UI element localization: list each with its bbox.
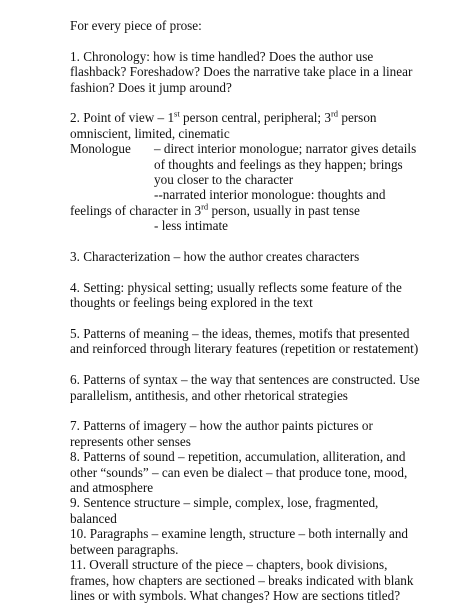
pov-text: person xyxy=(338,110,377,126)
item-line: parallelism, antithesis, and other rhetorical strategies xyxy=(70,387,348,403)
item-line: represents other senses xyxy=(70,433,191,449)
item-line: and reinforced through literary features (repetition or restatement) xyxy=(70,341,419,357)
document-page xyxy=(70,18,470,603)
item-line: 9. Sentence structure – simple, complex, lose, fragmented, xyxy=(70,495,379,511)
spacer xyxy=(70,264,470,279)
item-chronology xyxy=(70,49,470,95)
pov-text: person central, peripheral; 3 xyxy=(179,110,331,126)
item-characterization: 3. Characterization – how the author creates characters xyxy=(70,249,360,265)
item-point-of-view xyxy=(70,110,470,233)
item-sentence-structure xyxy=(70,495,470,526)
intro-line: For every piece of prose: xyxy=(70,18,202,33)
pov-line-2: omniscient, limited, cinematic xyxy=(70,125,230,141)
pov-text: feelings of character in 3 xyxy=(70,202,202,218)
monologue-line: --narrated interior monologue: thoughts and xyxy=(154,187,386,203)
pov-line-7 xyxy=(70,203,470,218)
pov-text: 2. Point of view – 1 xyxy=(70,110,175,126)
item-line: 10. Paragraphs – examine length, structure – both internally and xyxy=(70,526,409,542)
item-patterns-of-meaning xyxy=(70,326,470,357)
item-line: between paragraphs. xyxy=(70,541,179,557)
spacer xyxy=(70,234,470,249)
item-setting xyxy=(70,280,470,311)
superscript: rd xyxy=(330,109,339,120)
item-line: 8. Patterns of sound – repetition, accumulation, alliteration, and xyxy=(70,449,406,465)
item-line: flashback? Foreshadow? Does the narrative take place in a linear xyxy=(70,64,413,80)
item-patterns-of-imagery xyxy=(70,418,470,449)
item-line: and atmosphere xyxy=(70,480,154,496)
monologue-row xyxy=(70,141,470,156)
spacer xyxy=(70,33,470,48)
item-line: 1. Chronology: how is time handled? Does the author use xyxy=(70,48,374,64)
pov-line-8: - less intimate xyxy=(154,218,228,234)
monologue-line: of thoughts and feelings as they happen; brings xyxy=(154,156,403,172)
item-line: other “sounds” – can even be dialect – that produce tone, mood, xyxy=(70,464,408,480)
pov-text: person, usually in past tense xyxy=(208,202,360,218)
item-line: frames, how chapters are sectioned – breaks indicated with blank xyxy=(70,572,414,588)
item-paragraphs xyxy=(70,526,470,557)
item-line: 5. Patterns of meaning – the ideas, themes, motifs that presented xyxy=(70,326,410,342)
spacer xyxy=(70,403,470,418)
superscript: rd xyxy=(201,201,209,212)
item-line: 11. Overall structure of the piece – chapters, book divisions, xyxy=(70,557,388,573)
monologue-line: you closer to the character xyxy=(154,172,294,188)
item-patterns-of-sound xyxy=(70,449,470,495)
superscript: st xyxy=(174,109,180,120)
item-line: fashion? Does it jump around? xyxy=(70,79,232,95)
item-overall-structure xyxy=(70,557,470,603)
item-line: 4. Setting: physical setting; usually reflects some feature of the xyxy=(70,279,402,295)
spacer xyxy=(70,357,470,372)
spacer xyxy=(70,95,470,110)
item-line: lines or with symbols. What changes? How are sections titled? xyxy=(70,587,401,603)
monologue-text: – direct interior monologue; narrator gives details xyxy=(154,141,417,157)
pov-line-1 xyxy=(70,110,470,125)
item-line: 6. Patterns of syntax – the way that sentences are constructed. Use xyxy=(70,372,420,388)
spacer xyxy=(70,311,470,326)
item-line: 7. Patterns of imagery – how the author paints pictures or xyxy=(70,418,373,434)
item-line: thoughts or feelings being explored in the text xyxy=(70,295,313,311)
item-patterns-of-syntax xyxy=(70,372,470,403)
item-line: balanced xyxy=(70,510,117,526)
monologue-label: Monologue xyxy=(70,141,131,157)
